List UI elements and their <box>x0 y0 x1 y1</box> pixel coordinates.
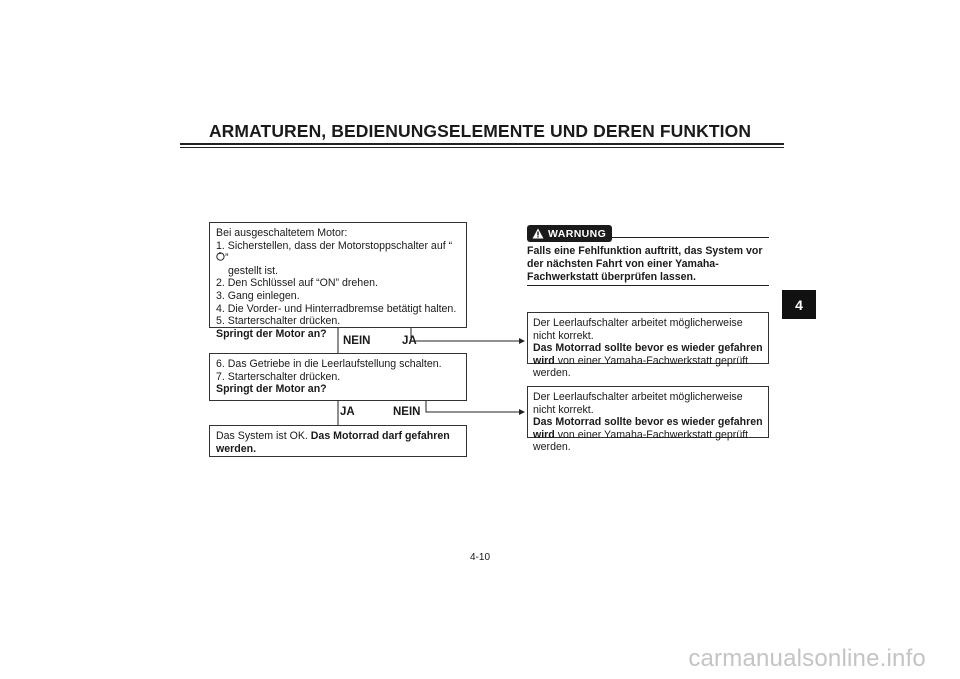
flow-box-fault-1 <box>527 312 769 380</box>
box1-step5: 5. Starterschalter drücken. <box>216 315 341 328</box>
branch2-no-label: NEIN <box>393 406 421 418</box>
box5-bold: Das Motorrad sollte bevor es wieder gefahren wird <box>533 416 763 441</box>
engine-stop-symbol-icon <box>216 252 225 262</box>
box1-step1 <box>216 240 460 265</box>
warning-triangle-icon <box>532 228 544 239</box>
warning-label: WARNUNG <box>548 227 607 240</box>
page-number: 4-10 <box>469 552 490 563</box>
warning-badge <box>527 225 612 242</box>
box5-rest: von einer Yamaha-Fachwerkstatt geprüft werden. <box>533 428 749 454</box>
box3-text <box>216 430 460 455</box>
box1-intro: Bei ausgeschaltetem Motor: <box>216 227 348 239</box>
box1-step2: 2. Den Schlüssel auf “ON” drehen. <box>216 277 378 290</box>
box4-rest: von einer Yamaha-Fachwerkstatt geprüft werden. <box>533 354 749 380</box>
chapter-tab: 4 <box>782 290 816 319</box>
box1-step3: 3. Gang einlegen. <box>216 289 300 302</box>
warning-text: Falls eine Fehlfunktion auftritt, das System vor der nächsten Fahrt von einer Yamaha-Fachwerkstatt überprüfen lassen. <box>527 245 763 283</box>
warning-rule-top <box>612 237 769 238</box>
branch1-yes-label: JA <box>402 335 417 347</box>
branch2-yes-label: JA <box>340 406 355 418</box>
box1-step1-text: 1. Sicherstellen, dass der Motorstoppschalter auf “ <box>216 239 453 252</box>
watermark: carmanualsonline.info <box>688 645 926 672</box>
box4-line1: Der Leerlaufschalter arbeitet möglicherweise nicht korrekt. <box>533 317 743 342</box>
box5-line1: Der Leerlaufschalter arbeitet möglicherweise nicht korrekt. <box>533 391 743 416</box>
box1-step4: 4. Die Vorder- und Hinterradbremse betätigt halten. <box>216 302 457 315</box>
box2-question: Springt der Motor an? <box>216 383 327 396</box>
box2-step7: 7. Starterschalter drücken. <box>216 370 341 383</box>
branch1-no-label: NEIN <box>343 335 371 347</box>
flow-box-fault-2 <box>527 386 769 454</box>
box4-body <box>533 342 763 380</box>
box3-bold: Das Motorrad darf gefahren werden. <box>216 430 450 455</box>
warning-rule-bottom <box>527 285 769 286</box>
box1-question: Springt der Motor an? <box>216 327 327 340</box>
flow-box-neutral-check <box>209 353 467 401</box>
page-title: ARMATUREN, BEDIENUNGSELEMENTE UND DEREN FUNKTION <box>208 121 752 141</box>
box2-step6: 6. Das Getriebe in die Leerlaufstellung schalten. <box>216 358 442 370</box>
box5-body <box>533 416 763 454</box>
box4-bold: Das Motorrad sollte bevor es wieder gefahren wird <box>533 342 763 367</box>
connector-box2-no <box>426 401 524 412</box>
flow-box-system-ok <box>209 425 467 457</box>
box3-plain: Das System ist OK. <box>216 430 311 442</box>
box1-step1-cont: gestellt ist. <box>228 264 279 277</box>
flow-box-start-check <box>209 222 467 340</box>
box1-step1-close: ” <box>225 252 229 265</box>
